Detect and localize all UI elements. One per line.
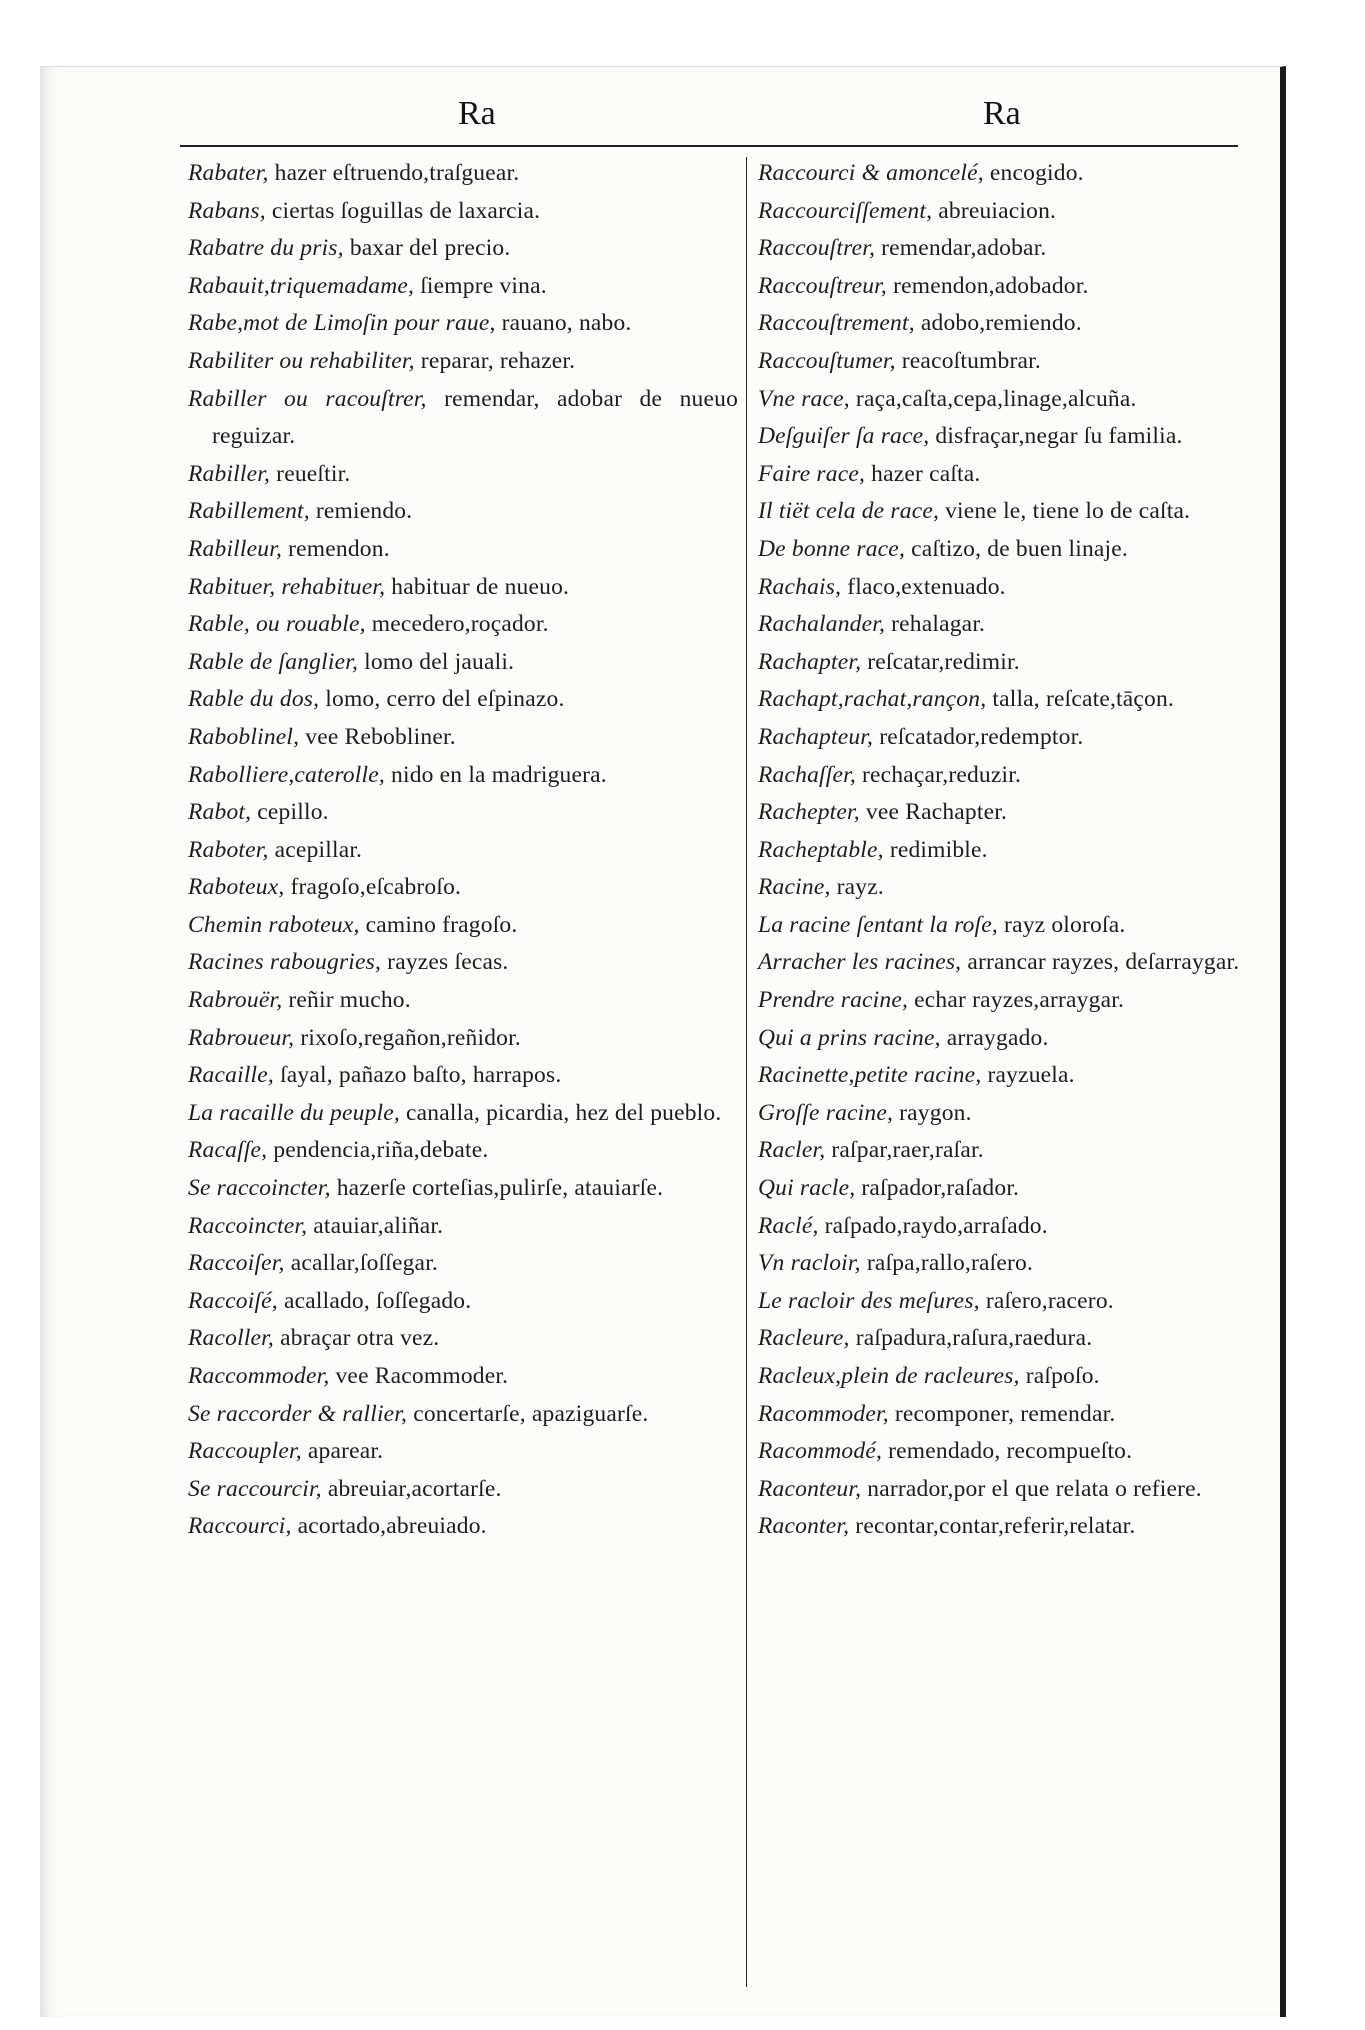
entry-headword: Rabolliere,caterolle, [188,761,385,788]
entry-definition: acallado, ſoſſegado. [283,1287,472,1314]
dictionary-entry [188,1433,738,1471]
dictionary-entry [758,1320,1288,1358]
dictionary-entry [188,155,738,193]
entry-definition: rehalagar. [891,611,986,638]
dictionary-entry [188,268,738,306]
entry-definition: disfraçar,negar ſu familia. [935,423,1183,450]
running-head-right: Ra [983,95,1021,132]
running-head-left: Ra [458,95,496,132]
entry-definition: raſero,racero. [985,1287,1114,1314]
entry-headword: Rachapteur, [758,723,874,750]
entry-definition: vee Rebobliner. [305,723,456,750]
entry-headword: Rabater, [188,160,269,186]
entry-headword: Rable, ou rouable, [188,611,366,638]
entry-headword: Qui racle, [758,1175,856,1202]
dictionary-entry [758,1433,1288,1471]
entry-headword: Raccourci, [188,1513,292,1540]
entry-headword: Raccoiſer, [188,1250,285,1277]
entry-definition: caſtizo, de buen linaje. [911,535,1128,562]
dictionary-entry [188,719,738,757]
entry-headword: Se raccourcir, [188,1475,322,1502]
dictionary-entry [188,1508,738,1546]
entry-definition: raſpar,raer,raſar. [831,1137,984,1164]
entry-definition: reſcatar,redimir. [867,648,1020,675]
dictionary-entry [758,794,1288,832]
dictionary-entry [188,1020,738,1058]
entry-definition: raſpa,rallo,raſero. [866,1250,1034,1277]
entry-headword: Raccouſtrer, [758,235,876,262]
dictionary-entry [758,1057,1288,1095]
entry-headword: Rabillement, [188,498,310,525]
entry-definition: narrador,por el que relata o refiere. [867,1475,1202,1502]
dictionary-entry [758,1020,1288,1058]
dictionary-entry [188,230,738,268]
entry-headword: Rabituer, rehabituer, [188,573,386,600]
entry-definition: rixoſo,regañon,reñidor. [300,1024,521,1051]
dictionary-entry [758,418,1288,456]
entry-headword: La racine ſentant la roſe, [758,911,998,938]
entry-definition: abreuiacion. [938,197,1057,224]
entry-headword: Rabiller ou racouſtrer, [188,385,427,412]
entry-headword: De bonne race, [758,535,906,562]
entry-definition: vee Rachapter. [865,799,1008,826]
dictionary-entry [758,1396,1288,1434]
entry-definition: aparear. [307,1438,384,1465]
entry-headword: Deſguiſer ſa race, [758,423,930,450]
dictionary-entry [758,982,1288,1020]
entry-definition: talla, reſcate,tāçon. [992,686,1175,713]
entry-headword: Rachepter, [758,799,860,826]
entry-definition: vee Racommoder. [335,1363,509,1389]
dictionary-entry [188,944,738,982]
entry-definition: fragoſo,eſcabroſo. [290,874,462,901]
entry-headword: Raccoupler, [188,1438,302,1465]
entry-headword: Raccoiſé, [188,1287,278,1314]
entry-definition: recomponer, remendar. [894,1400,1116,1427]
entry-definition: abreuiar,acortarſe. [327,1475,502,1502]
dictionary-entry [188,907,738,945]
entry-definition: arrancar rayzes, deſarraygar. [967,949,1240,976]
entry-headword: Rachalander, [758,611,886,638]
entry-headword: Faire race, [758,460,866,487]
header-rule [180,145,1238,147]
entry-headword: Racaſſe, [188,1137,268,1164]
dictionary-entry [188,1170,738,1208]
dictionary-entry [188,681,738,719]
dictionary-entry [758,606,1288,644]
entry-headword: Raboter, [188,836,269,863]
left-column [188,155,738,1546]
entry-headword: Raclé, [758,1212,819,1239]
entry-definition: reparar, rehazer. [420,347,576,374]
entry-definition: raſpadura,raſura,raedura. [855,1325,1093,1352]
entry-headword: Chemin raboteux, [188,911,360,938]
dictionary-entry [188,381,738,456]
entry-headword: La racaille du peuple, [188,1099,400,1126]
dictionary-entry [758,493,1288,531]
entry-definition: rayzuela. [987,1062,1075,1089]
entry-headword: Racinette,petite racine, [758,1062,982,1089]
entry-headword: Racommoder, [758,1400,889,1427]
dictionary-entry [188,606,738,644]
entry-headword: Se raccoincter, [188,1175,331,1202]
dictionary-entry [758,569,1288,607]
entry-headword: Qui a prins racine, [758,1024,941,1051]
dictionary-entry [188,343,738,381]
entry-headword: Rachapt,rachat,rançon, [758,686,987,713]
entry-definition: encogido. [989,160,1084,186]
dictionary-entry [188,456,738,494]
entry-headword: Raconteur, [758,1475,862,1502]
entry-definition: raſpador,raſador. [861,1175,1020,1202]
entry-definition: reacoſtumbrar. [901,347,1041,374]
dictionary-entry [188,1095,738,1133]
dictionary-entry [188,1245,738,1283]
dictionary-entry [758,1132,1288,1170]
entry-definition: raça,caſta,cepa,linage,alcuña. [855,385,1137,412]
dictionary-entry [188,1283,738,1321]
entry-definition: reueſtir. [276,460,351,487]
entry-definition: pendencia,riña,debate. [273,1137,489,1164]
right-column [758,155,1288,1546]
entry-headword: Rachapter, [758,648,862,675]
entry-definition: baxar del precio. [349,235,511,262]
entry-headword: Racleure, [758,1325,850,1352]
dictionary-entry [188,305,738,343]
entry-definition: remendar, adobar de nueuo reguizar. [212,385,739,450]
entry-headword: Il tiët cela de race, [758,498,940,525]
entry-headword: Rabans, [188,197,266,224]
entry-headword: Rabrouër, [188,987,283,1014]
entry-definition: arraygado. [946,1024,1049,1051]
entry-headword: Vn racloir, [758,1250,861,1277]
dictionary-entry [758,268,1288,306]
dictionary-entry [188,493,738,531]
dictionary-entry [758,305,1288,343]
entry-headword: Raccourci & amoncelé, [758,160,984,186]
entry-definition: rayzes ſecas. [387,949,509,976]
entry-headword: Raccouſtreur, [758,272,887,299]
entry-headword: Se raccorder & rallier, [188,1400,408,1427]
entry-definition: cepillo. [257,799,329,826]
entry-definition: rayz oloroſa. [1004,911,1126,938]
entry-definition: recontar,contar,referir,relatar. [855,1513,1136,1540]
entry-headword: Rabe,mot de Limoſin pour raue, [188,310,496,337]
entry-definition: rauano, nabo. [501,310,632,337]
entry-headword: Rabroueur, [188,1024,295,1051]
dictionary-entry [188,1057,738,1095]
dictionary-entry [758,1208,1288,1246]
dictionary-entry [758,719,1288,757]
entry-definition: concertarſe, apaziguarſe. [413,1400,649,1427]
entry-headword: Raboblinel, [188,723,300,750]
entry-definition: viene le, tiene lo de caſta. [945,498,1191,525]
dictionary-entry [758,193,1288,231]
entry-definition: remendon. [288,535,390,562]
dictionary-entry [758,343,1288,381]
entry-definition: hazer eſtruendo,traſguear. [274,160,520,186]
entry-definition: reſcatador,redemptor. [879,723,1084,750]
entry-headword: Raccouſtumer, [758,347,896,374]
entry-headword: Racoller, [188,1325,274,1352]
entry-headword: Rabiller, [188,460,271,487]
dictionary-entry [188,869,738,907]
entry-definition: flaco,extenuado. [847,573,1006,600]
dictionary-entry [188,1396,738,1434]
dictionary-entry [758,907,1288,945]
entry-headword: Groſſe racine, [758,1099,894,1126]
dictionary-entry [758,456,1288,494]
entry-headword: Racheptable, [758,836,884,863]
dictionary-entry [758,757,1288,795]
entry-definition: ciertas ſoguillas de laxarcia. [271,197,541,224]
entry-headword: Raccoincter, [188,1212,308,1239]
entry-headword: Rabot, [188,799,252,826]
dictionary-entry [758,381,1288,419]
dictionary-entry [758,644,1288,682]
entry-definition: abraçar otra vez. [280,1325,440,1352]
dictionary-entry [758,1358,1288,1396]
entry-headword: Rabatre du pris, [188,235,344,262]
entry-headword: Vne race, [758,385,850,412]
entry-definition: remendon,adobador. [893,272,1089,299]
entry-headword: Le racloir des meſures, [758,1287,980,1314]
dictionary-entry [758,155,1288,193]
dictionary-entry [188,644,738,682]
entry-headword: Raboteux, [188,874,285,901]
entry-definition: rayz. [836,874,884,901]
dictionary-entry [188,757,738,795]
entry-definition: mecedero,roçador. [371,611,549,638]
dictionary-entry [758,1095,1288,1133]
entry-definition: camino fragoſo. [365,911,518,938]
entry-definition: hazer caſta. [871,460,981,487]
dictionary-entry [188,982,738,1020]
column-divider [746,157,747,1987]
entry-headword: Racines rabougries, [188,949,382,976]
entry-definition: reñir mucho. [288,987,411,1014]
entry-definition: atauiar,aliñar. [313,1212,444,1239]
entry-definition: remiendo. [315,498,413,525]
entry-definition: rechaçar,reduzir. [862,761,1022,788]
dictionary-entry [758,1508,1288,1546]
entry-definition: raygon. [899,1099,972,1126]
entry-definition: remendar,adobar. [881,235,1047,262]
entry-definition: acepillar. [274,836,363,863]
entry-headword: Raccourciſſement, [758,197,933,224]
entry-definition: echar rayzes,arraygar. [914,987,1125,1014]
entry-headword: Rabauit,triquemadame, [188,272,415,299]
entry-definition: nido en la madriguera. [391,761,607,788]
entry-definition: lomo, cerro del eſpinazo. [325,686,565,713]
dictionary-entry [188,832,738,870]
entry-headword: Racine, [758,874,831,901]
entry-headword: Racaille, [188,1062,274,1089]
entry-headword: Rachaſſer, [758,761,856,788]
dictionary-entry [188,1208,738,1246]
entry-headword: Raconter, [758,1513,850,1540]
entry-definition: acallar,ſoſſegar. [290,1250,438,1277]
entry-headword: Rabiliter ou rehabiliter, [188,347,415,374]
dictionary-entry [188,794,738,832]
entry-headword: Prendre racine, [758,987,909,1014]
entry-headword: Arracher les racines, [758,949,962,976]
book-page [40,66,1286,2017]
dictionary-entry [758,1245,1288,1283]
dictionary-entry [758,832,1288,870]
entry-definition: redimible. [889,836,988,863]
dictionary-entry [758,681,1288,719]
dictionary-entry [758,869,1288,907]
entry-definition: lomo del jauali. [364,648,515,675]
entry-headword: Rachais, [758,573,842,600]
entry-definition: ſiempre vina. [420,272,547,299]
entry-headword: Raccommoder, [188,1363,330,1389]
entry-definition: habituar de nueuo. [391,573,570,600]
dictionary-entry [188,193,738,231]
dictionary-entry [758,531,1288,569]
entry-headword: Rabilleur, [188,535,283,562]
dictionary-entry [188,569,738,607]
dictionary-entry [188,531,738,569]
dictionary-entry [758,230,1288,268]
dictionary-entry [188,1358,738,1396]
dictionary-entry [758,944,1288,982]
entry-definition: ſayal, pañazo baſto, harrapos. [280,1062,562,1089]
entry-definition: acortado,abreuiado. [297,1513,487,1540]
entry-headword: Racommodé, [758,1438,883,1465]
dictionary-entry [758,1471,1288,1509]
dictionary-entry [758,1283,1288,1321]
entry-definition: canalla, picardia, hez del pueblo. [406,1099,722,1126]
dictionary-entry [188,1320,738,1358]
entry-definition: adobo,remiendo. [920,310,1082,337]
dictionary-entry [188,1471,738,1509]
entry-headword: Rable de ſanglier, [188,648,359,675]
entry-definition: raſpoſo. [1025,1363,1100,1389]
entry-definition: raſpado,raydo,arraſado. [824,1212,1048,1239]
entry-headword: Racler, [758,1137,826,1164]
entry-headword: Racleux,plein de racleures, [758,1363,1020,1389]
dictionary-entry [758,1170,1288,1208]
entry-headword: Rable du dos, [188,686,320,713]
entry-definition: remendado, recompueſto. [888,1438,1133,1465]
entry-definition: hazerſe corteſias,pulirſe, atauiarſe. [336,1175,664,1202]
dictionary-entry [188,1132,738,1170]
entry-headword: Raccouſtrement, [758,310,915,337]
